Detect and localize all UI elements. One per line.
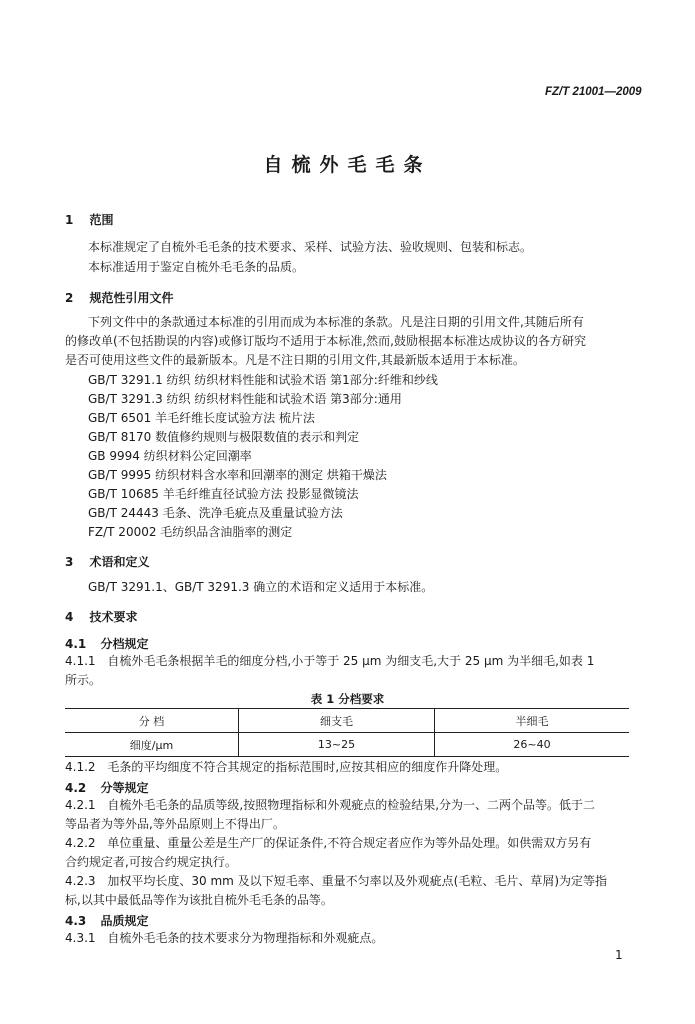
paragraph: 本标准规定了自梳外毛毛条的技术要求、采样、试验方法、验收规则、包装和标志。 bbox=[88, 240, 533, 254]
paragraph-line: 下列文件中的条款通过本标准的引用而成为本标准的条款。凡是注日期的引用文件,其随后所有 bbox=[88, 315, 584, 329]
section-title: 规范性引用文件 bbox=[89, 291, 174, 305]
paragraph: GB/T 3291.1、GB/T 3291.3 确立的术语和定义适用于本标准。 bbox=[88, 580, 434, 594]
clause-text: 自梳外毛毛条根据羊毛的细度分档,小于等于 25 μm 为细支毛,大于 25 μm 为半细毛,如表 1 bbox=[107, 654, 595, 668]
section-title: 技术要求 bbox=[89, 610, 138, 624]
clause-text: 单位重量、重量公差是生产厂的保证条件,不符合规定者应作为等外品处理。如供需双方另有 bbox=[107, 836, 592, 850]
paragraph-line: 标,以其中最低品等作为该批自梳外毛毛条的品等。 bbox=[65, 893, 333, 907]
paragraph-line: 所示。 bbox=[65, 673, 102, 687]
paragraph-line: 是否可使用这些文件的最新版本。凡是不注日期的引用文件,其最新版本适用于本标准。 bbox=[65, 353, 525, 367]
clause-4-2-1 bbox=[65, 798, 595, 812]
reference-item: GB/T 10685 羊毛纤维直径试验方法 投影显微镜法 bbox=[88, 487, 359, 501]
table-header-cell: 分 档 bbox=[65, 709, 239, 733]
reference-item: GB/T 6501 羊毛纤维长度试验方法 梳片法 bbox=[88, 411, 315, 425]
table-cell: 13~25 bbox=[239, 733, 435, 757]
clause-4-1-2 bbox=[65, 760, 507, 774]
subsection-title: 分档规定 bbox=[100, 637, 149, 651]
reference-item: GB/T 3291.1 纺织 纺织材料性能和试验术语 第1部分:纤维和纱线 bbox=[88, 373, 438, 387]
paragraph-line: 的修改单(不包括勘误的内容)或修订版均不适用于本标准,然而,鼓励根据本标准达成协议的各方研究 bbox=[65, 334, 586, 348]
clause-number: 4.2.2 bbox=[65, 836, 96, 850]
reference-item: FZ/T 20002 毛纺织品含油脂率的测定 bbox=[88, 525, 293, 539]
table-cell: 26~40 bbox=[435, 733, 630, 757]
table-header-cell: 细支毛 bbox=[239, 709, 435, 733]
subsection-number: 4.1 bbox=[65, 637, 87, 651]
clause-text: 加权平均长度、30 mm 及以下短毛率、重量不匀率以及外观疵点(毛粒、毛片、草屑)为定等指 bbox=[107, 874, 608, 888]
clause-number: 4.1.1 bbox=[65, 654, 96, 668]
subsection-4-2-heading bbox=[65, 779, 148, 796]
clause-number: 4.1.2 bbox=[65, 760, 96, 774]
clause-4-3-1 bbox=[65, 931, 383, 945]
reference-item: GB/T 8170 数值修约规则与极限数值的表示和判定 bbox=[88, 430, 360, 444]
page-number: 1 bbox=[615, 948, 623, 962]
standard-code: FZ/T 21001—2009 bbox=[545, 86, 642, 98]
clause-4-1-1 bbox=[65, 654, 594, 668]
reference-item: GB/T 24443 毛条、洗净毛疵点及重量试验方法 bbox=[88, 506, 343, 520]
section-number: 4 bbox=[65, 610, 74, 624]
subsection-4-1-heading bbox=[65, 635, 148, 652]
section-title: 术语和定义 bbox=[89, 555, 150, 569]
table-cell: 细度/μm bbox=[65, 733, 239, 757]
document-title: 自梳外毛毛条 bbox=[263, 154, 432, 176]
clause-text: 自梳外毛毛条的品质等级,按照物理指标和外观疵点的检验结果,分为一、二两个品等。低于二 bbox=[107, 798, 596, 812]
reference-item: GB 9994 纺织材料公定回潮率 bbox=[88, 449, 252, 463]
subsection-title: 品质规定 bbox=[100, 914, 149, 928]
grade-table bbox=[65, 708, 629, 757]
table-header-cell: 半细毛 bbox=[435, 709, 630, 733]
clause-number: 4.2.3 bbox=[65, 874, 96, 888]
section-number: 1 bbox=[65, 213, 74, 227]
paragraph: 本标准适用于鉴定自梳外毛毛条的品质。 bbox=[88, 260, 305, 274]
table-row bbox=[65, 733, 629, 757]
section-4-heading bbox=[65, 608, 138, 625]
clause-4-2-2 bbox=[65, 836, 591, 850]
clause-text: 自梳外毛毛条的技术要求分为物理指标和外观疵点。 bbox=[107, 931, 384, 945]
section-2-heading bbox=[65, 289, 174, 306]
section-1-heading bbox=[65, 211, 114, 228]
subsection-title: 分等规定 bbox=[100, 781, 149, 795]
reference-item: GB/T 3291.3 纺织 纺织材料性能和试验术语 第3部分:通用 bbox=[88, 392, 402, 406]
clause-text: 毛条的平均细度不符合其规定的指标范围时,应按其相应的细度作升降处理。 bbox=[107, 760, 508, 774]
reference-item: GB/T 9995 纺织材料含水率和回潮率的测定 烘箱干燥法 bbox=[88, 468, 387, 482]
section-number: 2 bbox=[65, 291, 74, 305]
subsection-number: 4.3 bbox=[65, 914, 87, 928]
paragraph-line: 等品者为等外品,等外品原则上不得出厂。 bbox=[65, 817, 285, 831]
clause-4-2-3 bbox=[65, 874, 607, 888]
clause-number: 4.2.1 bbox=[65, 798, 96, 812]
subsection-4-3-heading bbox=[65, 912, 148, 929]
section-3-heading bbox=[65, 553, 150, 570]
clause-number: 4.3.1 bbox=[65, 931, 96, 945]
section-title: 范围 bbox=[89, 213, 114, 227]
section-number: 3 bbox=[65, 555, 74, 569]
paragraph-line: 合约规定者,可按合约规定执行。 bbox=[65, 855, 237, 869]
table-header-row bbox=[65, 709, 629, 733]
subsection-number: 4.2 bbox=[65, 781, 87, 795]
table-caption: 表 1 分档要求 bbox=[310, 692, 385, 706]
